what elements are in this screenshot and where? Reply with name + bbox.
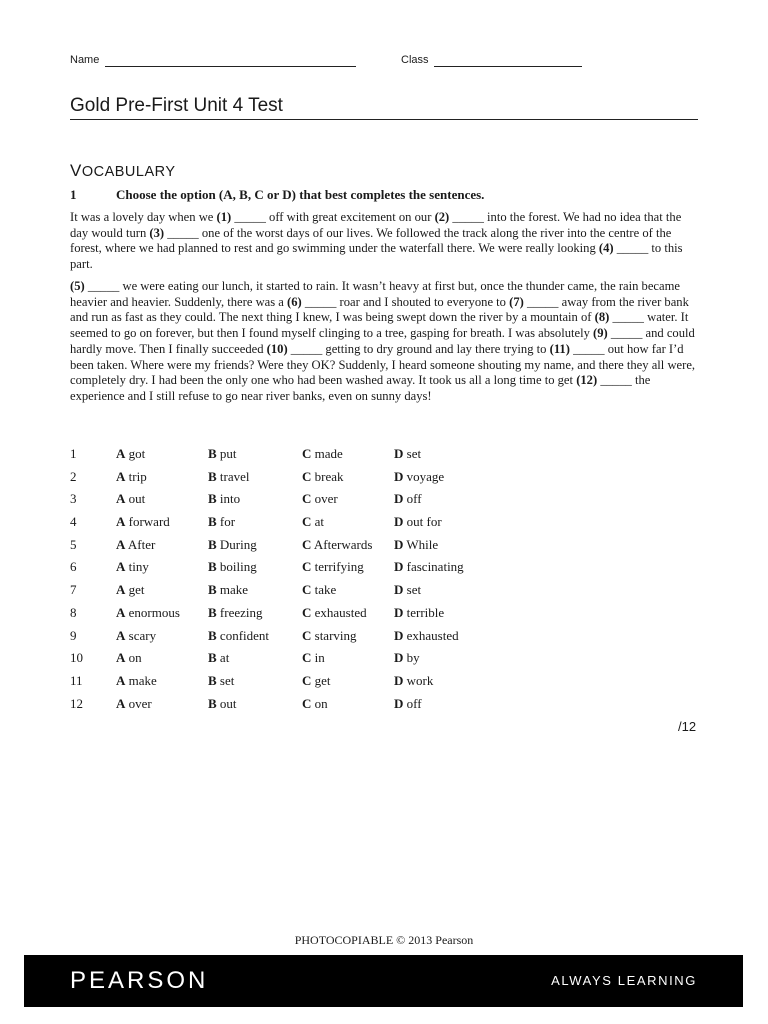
option-d[interactable] [394,469,444,485]
page-title: Gold Pre-First Unit 4 Test [70,95,283,116]
option-a[interactable] [116,673,157,689]
option-word: enormous [125,604,180,620]
exercise-number: 1 [70,187,77,202]
option-letter: D [394,446,404,461]
option-letter: C [302,582,312,598]
option-letter: A [116,650,126,666]
option-word: over [311,491,338,507]
question-number: 1 [70,446,77,461]
option-letter: D [394,650,404,666]
option-b[interactable] [208,650,229,666]
gap-number: (6) [287,294,302,309]
option-letter: B [208,514,217,530]
passage-text: _____ and could hardly move. Then I finally succeeded [70,326,695,356]
option-row [70,673,510,696]
answer-options-table [70,446,510,718]
option-b[interactable] [208,628,269,644]
option-letter: C [302,672,312,688]
option-word: travel [216,468,250,484]
name-label: Name [70,54,100,66]
option-word: scary [125,627,157,643]
option-d[interactable] [394,582,421,598]
option-c[interactable] [302,628,357,644]
option-letter: D [394,468,404,484]
option-row [70,559,510,582]
option-row [70,696,510,719]
footer-tagline: ALWAYS LEARNING [551,973,697,988]
option-letter: B [208,650,217,666]
pearson-logo: PEARSON [70,967,209,994]
question-number: 5 [70,536,77,552]
class-blank-line[interactable] [434,66,582,67]
question-number: 3 [70,491,77,507]
option-b[interactable] [208,582,248,598]
option-word: terrible [403,604,445,620]
gap-number: (12) [576,373,598,388]
option-letter: D [394,627,404,643]
option-c[interactable] [302,537,372,553]
passage-text: _____ getting to dry ground and lay there trying to [287,341,550,356]
option-letter: C [302,650,312,666]
option-row [70,514,510,537]
option-letter: A [116,672,126,688]
option-c[interactable] [302,559,364,575]
option-b[interactable] [208,446,237,462]
option-d[interactable] [394,696,422,712]
option-a[interactable] [116,605,180,621]
option-word: fascinating [403,559,464,575]
option-a[interactable] [116,537,155,553]
question-number: 2 [70,468,77,484]
option-word: at [311,514,325,530]
option-a[interactable] [116,696,152,712]
option-c[interactable] [302,696,328,712]
gap-number: (5) [70,279,85,293]
option-b[interactable] [208,491,240,507]
option-row [70,650,510,673]
name-blank-line[interactable] [105,66,356,67]
option-d[interactable] [394,650,420,666]
option-letter: C [302,468,312,484]
option-letter: A [116,536,126,552]
option-word: out for [403,514,442,530]
question-number: 11 [70,672,83,688]
gap-number: (11) [549,341,570,356]
option-word: During [216,536,257,552]
option-letter: C [302,446,312,461]
option-word: freezing [216,604,263,620]
option-letter: C [302,491,312,507]
option-letter: B [208,559,217,575]
option-word: work [403,672,434,688]
option-word: at [216,650,230,666]
option-row [70,537,510,560]
gap-number: (7) [509,294,524,309]
option-a[interactable] [116,491,145,507]
option-word: tiny [125,559,149,575]
option-word: out [125,491,146,507]
passage-text: _____ away from the river bank and run as fast as they could. The next thing I knew, I was being swept down the river by a mountain of [70,294,689,325]
option-b[interactable] [208,537,257,553]
option-letter: A [116,627,126,643]
option-row [70,469,510,492]
photocopiable-notice: PHOTOCOPIABLE © 2013 Pearson [294,933,474,947]
class-label: Class [401,54,429,66]
option-b[interactable] [208,469,250,485]
option-row [70,582,510,605]
option-row [70,628,510,651]
option-row [70,491,510,514]
option-word: put [216,446,237,461]
option-word: off [403,695,422,711]
option-word: get [125,582,145,598]
option-letter: B [208,695,217,711]
option-d[interactable] [394,514,442,530]
option-letter: A [116,491,126,507]
option-word: forward [125,514,170,530]
question-number: 12 [70,695,83,711]
option-letter: C [302,559,312,575]
option-letter: B [208,468,217,484]
gap-number: (2) [434,210,450,224]
option-word: into [216,491,241,507]
option-letter: B [208,604,217,620]
option-b[interactable] [208,605,263,621]
option-letter: C [302,627,312,643]
passage-text: _____ the experience and I still refuse to go near river banks, even on sunny days! [70,373,651,403]
option-letter: B [208,446,217,461]
option-word: for [216,514,236,530]
option-word: set [403,446,422,461]
option-letter: A [116,582,126,598]
option-word: set [403,582,422,598]
option-letter: C [302,604,312,620]
option-letter: C [302,514,312,530]
option-b[interactable] [208,673,234,689]
exercise-instruction [70,187,484,203]
question-number: 6 [70,559,77,575]
gap-number: (4) [598,241,614,256]
title-divider [70,119,698,120]
option-letter: D [394,582,404,598]
option-d[interactable] [394,673,433,689]
gap-number: (9) [593,326,608,341]
option-letter: A [116,446,126,461]
passage-text: It was a lovely day when we [70,210,217,224]
option-word: break [311,468,344,484]
option-a[interactable] [116,559,149,575]
option-c[interactable] [302,446,343,462]
option-c[interactable] [302,514,324,530]
option-letter: B [208,491,217,507]
score-total: /12 [678,719,697,734]
option-word: by [403,650,420,666]
option-letter: C [302,536,312,552]
option-word: Afterwards [311,536,373,552]
option-letter: B [208,672,217,688]
section-heading-initial: V [70,161,82,180]
option-word: over [125,695,152,711]
option-letter: D [394,514,404,530]
option-word: set [216,672,235,688]
option-letter: D [394,491,404,507]
option-word: exhausted [311,604,367,620]
option-word: off [403,491,422,507]
option-word: get [311,672,331,688]
question-number: 9 [70,627,77,643]
option-d[interactable] [394,446,421,462]
option-d[interactable] [394,605,444,621]
option-d[interactable] [394,537,438,553]
passage-paragraph-2 [70,279,700,405]
option-c[interactable] [302,582,336,598]
option-word: confident [216,627,270,643]
passage-text: _____ to this part. [70,241,683,272]
option-word: boiling [216,559,257,575]
passage-paragraph-1 [70,210,700,273]
option-letter: D [394,695,404,711]
gap-number: (10) [266,341,288,356]
option-d[interactable] [394,628,459,644]
option-word: make [125,672,157,688]
option-word: make [216,582,249,598]
gap-number: (3) [149,225,165,240]
option-a[interactable] [116,469,147,485]
option-letter: B [208,627,217,643]
option-a[interactable] [116,446,145,462]
option-b[interactable] [208,514,235,530]
option-word: made [311,446,343,461]
option-word: out [216,695,237,711]
option-b[interactable] [208,696,237,712]
option-word: on [311,695,328,711]
option-a[interactable] [116,650,142,666]
option-letter: A [116,695,126,711]
option-word: While [403,536,439,552]
question-number: 8 [70,604,77,620]
passage-text: _____ one of the worst days of our lives. We followed the track along the river into the centre of the forest, where we had planned to rest and go swimming under the waterfall there. We were really looking [70,225,672,256]
option-row [70,605,510,628]
footer-bar [24,955,743,1007]
option-letter: D [394,672,404,688]
passage-text: _____ roar and I shouted to everyone to [301,294,510,309]
gap-number: (1) [216,210,232,224]
passage-text: _____ out how far I’d been taken. Where were my friends? Were they OK? Suddenly, I heard someone shouting my name, and there they all were, completely dry. I had been the only one who had been washed away. It took us all a long time to get [70,341,696,388]
section-heading-rest: OCABULARY [81,164,176,180]
option-c[interactable] [302,673,331,689]
option-c[interactable] [302,491,338,507]
option-letter: D [394,604,404,620]
option-c[interactable] [302,605,367,621]
option-a[interactable] [116,582,145,598]
option-word: in [311,650,325,666]
option-a[interactable] [116,514,170,530]
option-letter: A [116,468,126,484]
option-letter: B [208,582,217,598]
instruction-text: Choose the option (A, B, C or D) that best completes the sentences. [116,187,485,202]
option-letter: A [116,514,126,530]
option-word: on [125,650,142,666]
passage-text: _____ into the forest. We had no idea that the day would turn [70,210,682,240]
option-word: exhausted [403,627,459,643]
option-word: starving [311,627,357,643]
option-b[interactable] [208,559,257,575]
option-letter: C [302,695,312,711]
option-word: After [125,536,156,552]
option-letter: A [116,559,126,575]
option-c[interactable] [302,469,344,485]
option-word: got [125,446,146,461]
option-word: trip [125,468,147,484]
option-d[interactable] [394,491,422,507]
option-letter: B [208,536,217,552]
option-letter: D [394,536,404,552]
option-d[interactable] [394,559,464,575]
question-number: 7 [70,582,77,598]
option-row [70,446,510,469]
section-heading [70,161,176,181]
option-word: voyage [403,468,445,484]
option-word: terrifying [311,559,364,575]
option-letter: D [394,559,404,575]
passage-text: _____ water. It seemed to go on forever, but then I found myself clinging to a tree, gasping for breath. I was absolutely [70,310,689,341]
option-word: take [311,582,337,598]
question-number: 10 [70,650,83,666]
option-c[interactable] [302,650,325,666]
option-letter: A [116,604,126,620]
gap-number: (8) [594,310,610,325]
passage-text: _____ off with great excitement on our [231,210,435,224]
question-number: 4 [70,514,77,530]
option-a[interactable] [116,628,156,644]
passage-text: _____ we were eating our lunch, it started to rain. It wasn’t heavy at first but, once the thunder came, the rain became heavier and heavier. Suddenly, there was a [70,279,681,309]
